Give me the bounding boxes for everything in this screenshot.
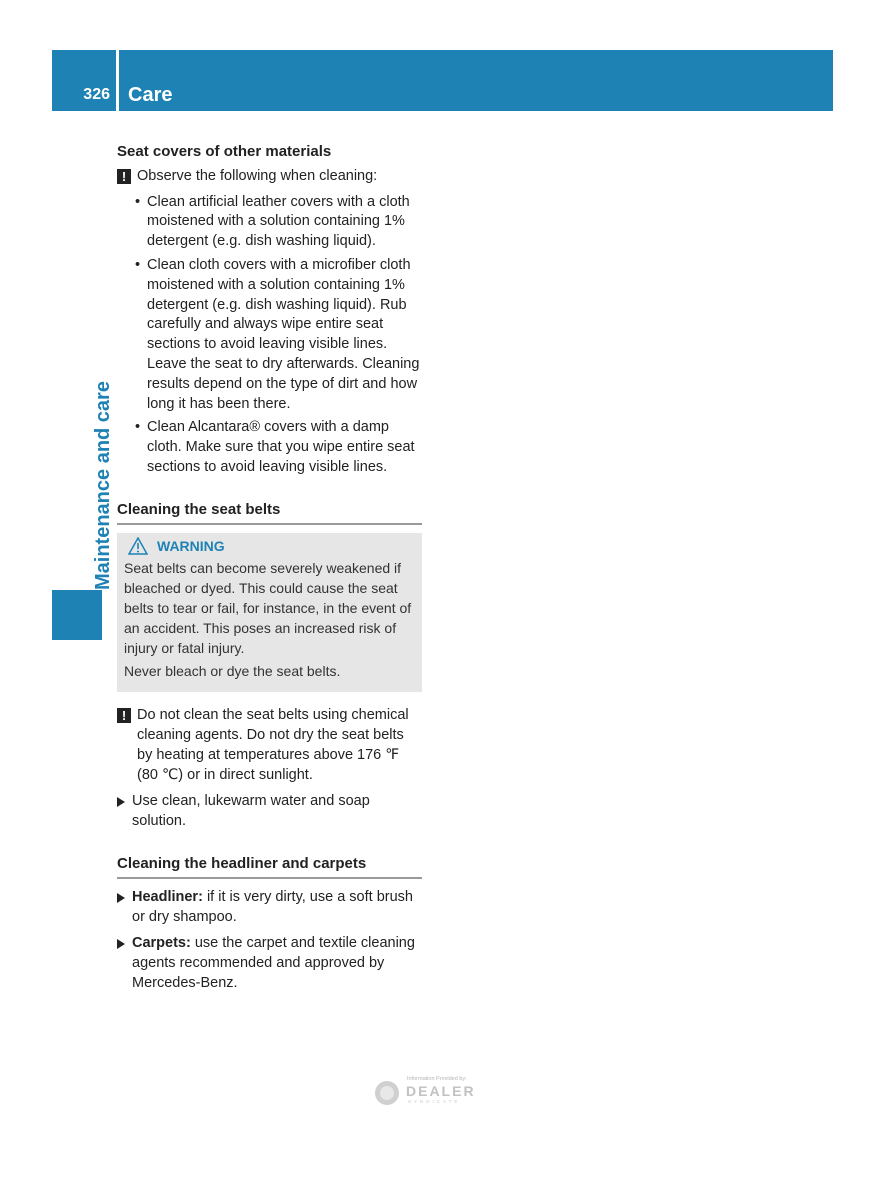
page-number: 326 [83, 86, 110, 103]
step-item [117, 792, 422, 832]
note-seat-belts [117, 706, 422, 785]
step-item [117, 934, 422, 993]
arrow-right-icon [117, 893, 125, 903]
dealer-syndicate-watermark-logo [372, 1072, 504, 1110]
warning-heading [124, 537, 415, 557]
warning-box [117, 533, 422, 693]
step-text [132, 888, 422, 928]
step-body: if it is very dirty, use a soft brush or dry shampoo. [132, 888, 413, 925]
step-body: use the carpet and textile cleaning agents recommended and approved by Mercedes-Benz. [132, 935, 415, 991]
note-text: Do not clean the seat belts using chemical cleaning agents. Do not dry the seat belts by heating at temperatures above 176 ℉ (80 ℃) or in direct sunlight. [137, 707, 409, 783]
side-tab-marker [52, 590, 102, 640]
bullet-list [117, 193, 422, 478]
warning-triangle-icon [128, 537, 148, 555]
list-item: • Clean Alcantara® covers with a damp cloth. Make sure that you wipe entire seat sections to avoid leaving visible lines. [135, 418, 422, 477]
step-text [132, 934, 422, 993]
watermark-line1: Information Provided by: [407, 1076, 467, 1082]
arrow-right-icon [117, 797, 125, 807]
warning-text: Seat belts can become severely weakened if bleached or dyed. This could cause the seat belts to tear or fail, for instance, in the event of an accident. This poses an increased risk of injury or fatal injury. [124, 560, 412, 656]
warning-label: WARNING [157, 537, 225, 554]
warning-text-2: Never bleach or dye the seat belts. [124, 663, 341, 680]
side-tab-label: Maintenance and care [92, 381, 114, 590]
page-title: Care [128, 84, 173, 106]
section-title-headliner: Cleaning the headliner and carpets [117, 854, 422, 879]
watermark-line3: SYNDICATE [408, 1099, 461, 1104]
step-text: Use clean, lukewarm water and soap solution. [132, 793, 370, 830]
header-divider [116, 50, 119, 111]
list-item: • Clean artificial leather covers with a cloth moistened with a solution containing 1% detergent (e.g. dish washing liquid). [135, 193, 422, 252]
step-bold-label: Carpets: [132, 935, 191, 952]
note-text: Observe the following when cleaning: [137, 167, 378, 184]
main-content [117, 142, 422, 994]
note-observe [117, 167, 422, 187]
section-title-seat-belts: Cleaning the seat belts [117, 500, 422, 525]
watermark-brand: DEALER [406, 1083, 476, 1099]
step-bold-label: Headliner: [132, 888, 203, 905]
exclamation-icon: ! [117, 708, 131, 723]
section-title-seat-covers: Seat covers of other materials [117, 143, 332, 160]
list-item: • Clean cloth covers with a microfiber cloth moistened with a solution containing 1% detergent (e.g. dish washing liquid). Rub carefully and always wipe entire seat sections to avoid leaving visible lines. Leave the seat to dry afterwards. Cleaning results depend on the type of dirt and how long it has been there. [135, 256, 422, 414]
step-item [117, 888, 422, 928]
arrow-right-icon [117, 939, 125, 949]
exclamation-icon: ! [117, 169, 131, 184]
